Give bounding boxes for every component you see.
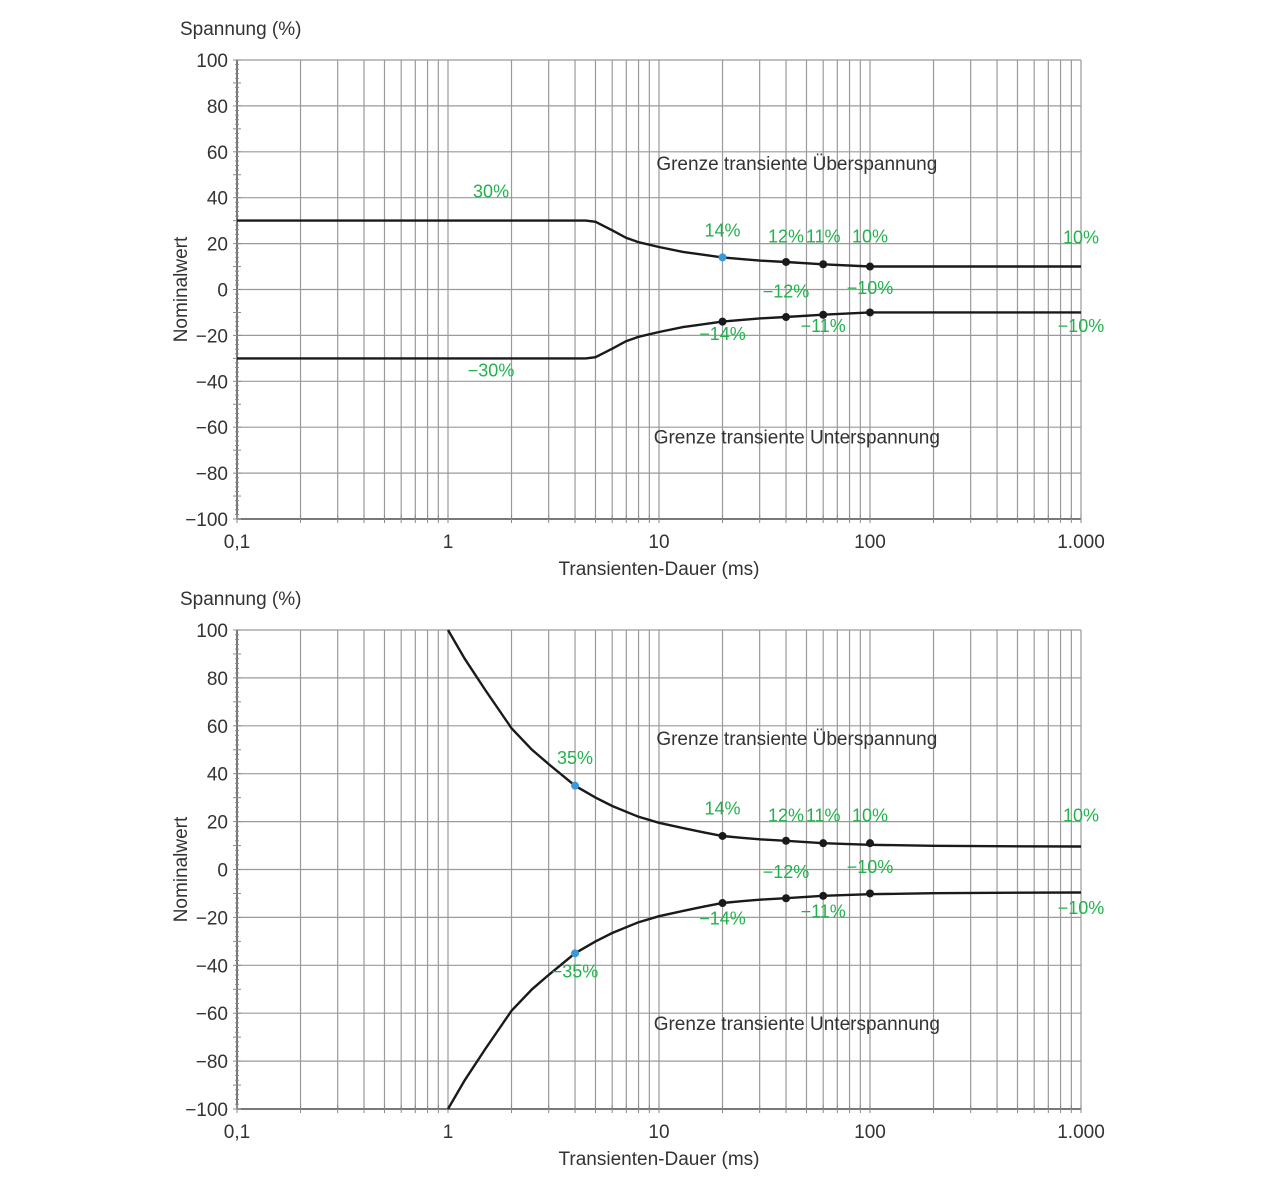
data-label: −35% (551, 961, 599, 982)
data-point (782, 258, 790, 266)
x-tick-label: 100 (854, 532, 886, 553)
y-tick-label: 40 (206, 764, 228, 786)
data-label: −14% (699, 908, 746, 929)
data-point (719, 253, 727, 261)
data-point (782, 837, 790, 845)
data-label: 12% (768, 226, 805, 247)
chart-top (171, 19, 1105, 580)
x-tick-label: 0,1 (223, 1122, 251, 1143)
y-tick-label: 80 (206, 668, 228, 690)
y-tick-label: 20 (206, 234, 228, 256)
data-point (719, 899, 727, 907)
chart-title: Spannung (%) (180, 19, 302, 40)
y-tick-label: 60 (206, 142, 228, 164)
data-label: 10% (1062, 227, 1100, 248)
data-label: −10% (1057, 315, 1105, 336)
data-label: −12% (762, 861, 810, 882)
data-label: 11% (805, 226, 841, 247)
x-tick-label: 10 (648, 532, 670, 553)
y-axis-title: Nominalwert (171, 816, 192, 923)
y-tick-label: −20 (195, 908, 228, 930)
data-label: −11% (800, 901, 846, 922)
x-tick-label: 1.000 (1057, 1122, 1105, 1143)
region-label: Grenze transiente Überspannung (656, 728, 938, 750)
data-label: −12% (762, 281, 810, 302)
x-tick-label: 10 (648, 1122, 670, 1143)
y-tick-label: −100 (185, 510, 228, 531)
data-point (866, 308, 874, 316)
data-label: 14% (704, 220, 741, 241)
y-tick-label: −40 (195, 956, 228, 978)
y-tick-label: −80 (195, 464, 228, 486)
undervoltage-limit-line (448, 893, 1081, 1110)
y-tick-label: 0 (217, 860, 228, 882)
data-label: −14% (699, 323, 746, 344)
data-label: −30% (467, 360, 515, 381)
data-point (866, 839, 874, 847)
y-tick-label: 60 (206, 716, 228, 738)
chart-bottom (171, 589, 1105, 1170)
x-axis-title: Transienten-Dauer (ms) (558, 559, 760, 580)
y-tick-label: 0 (217, 280, 228, 302)
y-tick-label: 100 (196, 621, 228, 642)
data-point (819, 892, 827, 900)
y-tick-label: −20 (195, 326, 228, 348)
data-label: −10% (846, 857, 894, 878)
x-tick-label: 0,1 (223, 532, 251, 553)
y-tick-label: −60 (195, 1004, 228, 1026)
y-tick-label: 80 (206, 96, 228, 118)
y-tick-label: −60 (195, 418, 228, 440)
data-label: 12% (768, 805, 805, 826)
data-label: −11% (800, 315, 846, 336)
y-tick-label: −40 (195, 372, 228, 394)
data-label: 10% (1062, 805, 1100, 826)
region-label: Grenze transiente Überspannung (656, 154, 938, 176)
y-tick-label: −80 (195, 1052, 228, 1074)
data-label: −10% (846, 278, 894, 299)
data-label: −10% (1057, 897, 1105, 918)
data-point (782, 313, 790, 321)
y-tick-label: −100 (185, 1100, 228, 1121)
data-point (782, 894, 790, 902)
x-tick-label: 1.000 (1057, 532, 1105, 553)
y-tick-label: 20 (206, 812, 228, 834)
data-label: 10% (851, 805, 889, 826)
data-label: 11% (805, 805, 841, 826)
region-label: Grenze transiente Unterspannung (653, 1013, 940, 1035)
grid (237, 630, 1081, 1109)
y-tick-label: 40 (206, 188, 228, 210)
x-tick-label: 1 (442, 532, 454, 553)
y-minor-ticks (233, 60, 1081, 523)
x-tick-label: 1 (442, 1122, 454, 1143)
data-point (571, 782, 579, 790)
x-tick-label: 100 (854, 1122, 886, 1143)
data-point (819, 839, 827, 847)
data-label: 30% (473, 181, 510, 202)
data-label: 35% (557, 748, 594, 769)
grid (237, 60, 1081, 519)
data-label: 10% (851, 226, 889, 247)
y-tick-label: 100 (196, 51, 228, 72)
region-label: Grenze transiente Unterspannung (653, 427, 940, 449)
data-point (866, 263, 874, 271)
data-point (719, 832, 727, 840)
y-axis-title: Nominalwert (171, 236, 192, 343)
data-point (819, 260, 827, 268)
data-label: 14% (704, 798, 741, 819)
x-axis-title: Transienten-Dauer (ms) (558, 1149, 760, 1170)
chart-title: Spannung (%) (180, 589, 302, 610)
y-minor-ticks (233, 630, 1081, 1113)
data-point (866, 889, 874, 897)
data-point (571, 949, 579, 957)
